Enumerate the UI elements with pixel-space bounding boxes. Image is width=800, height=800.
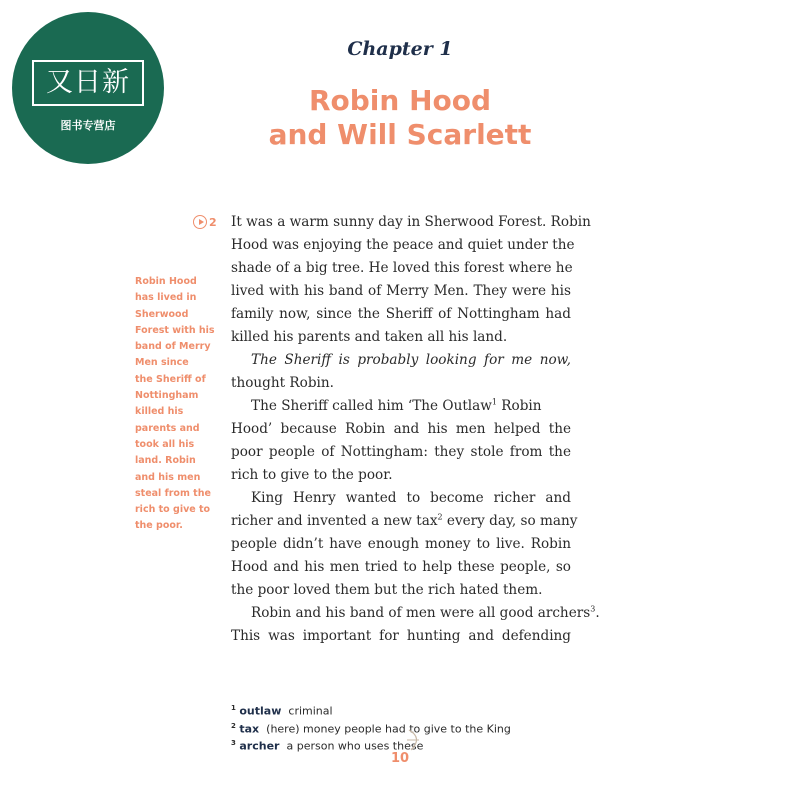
text-run: Robin and his band of men were all good archers <box>251 605 591 621</box>
story-text <box>231 211 600 648</box>
text-line: the poor loved them but the rich hated them. <box>231 582 543 598</box>
audio-track-number: 2 <box>209 215 217 229</box>
footnote-definition: criminal <box>288 704 333 718</box>
footnote-ref: 2 <box>437 512 443 522</box>
sidebar-line: band of Merry <box>135 341 211 353</box>
sidebar-line: Nottingham <box>135 390 199 402</box>
text-line <box>231 510 578 533</box>
footnote-number: 3 <box>231 739 236 748</box>
footnote-term: tax <box>239 722 260 736</box>
footnote-definition: a person who uses these <box>286 739 424 753</box>
footnote-ref: 1 <box>491 397 497 407</box>
footnote-ref: 3 <box>590 604 596 614</box>
store-logo-name: 又日新 <box>32 60 144 106</box>
sidebar-summary <box>135 274 215 535</box>
text-run: Robin <box>496 398 542 414</box>
footnote-number: 1 <box>231 704 236 712</box>
sidebar-line: killed his <box>135 406 184 418</box>
text-line: rich to give to the poor. <box>231 467 393 483</box>
audio-track-marker[interactable] <box>193 213 217 231</box>
sidebar-line: Men since <box>135 357 189 369</box>
text-line: shade of a big tree. He loved this forest where he <box>231 260 573 276</box>
text-line: poor people of Nottingham: they stole from the <box>231 444 571 460</box>
footnote-term: archer <box>239 739 280 753</box>
store-logo <box>12 12 164 164</box>
text-line: King Henry wanted to become richer and <box>251 490 571 506</box>
text-run: . <box>595 605 600 621</box>
sidebar-line: Forest with his <box>135 324 215 336</box>
chapter-title-line-1: Robin Hood <box>308 84 492 117</box>
footnote <box>231 719 571 737</box>
footnote <box>231 701 571 719</box>
sidebar-line: parents and <box>135 422 200 434</box>
play-icon <box>193 215 207 229</box>
text-line: thought Robin. <box>231 375 334 391</box>
sidebar-line: rich to give to <box>135 504 211 516</box>
sidebar-line: took all his <box>135 438 195 450</box>
text-line: lived with his band of Merry Men. They were his <box>231 283 571 299</box>
text-line: This was important for hunting and defending <box>231 628 571 644</box>
text-line: killed his parents and taken all his land. <box>231 329 508 345</box>
text-run: richer and invented a new tax <box>231 513 438 529</box>
text-line: Hood’ because Robin and his men helped the <box>231 421 571 437</box>
sidebar-line: the poor. <box>135 520 183 532</box>
bow-sketch-icon <box>403 728 427 752</box>
sidebar-line: and his men <box>135 471 201 483</box>
page-number: 10 <box>390 751 410 766</box>
sidebar-line: land. Robin <box>135 455 196 467</box>
text-line <box>231 395 571 418</box>
text-line <box>231 602 600 625</box>
text-run: The Sheriff called him ‘The Outlaw <box>251 398 492 414</box>
footnote-term: outlaw <box>239 704 282 718</box>
footnotes <box>231 701 571 754</box>
sidebar-line: Robin Hood <box>135 276 197 287</box>
footnote-number: 2 <box>231 721 236 730</box>
text-line: Hood was enjoying the peace and quiet under the <box>231 237 575 253</box>
chapter-title-line-2: and Will Scarlett <box>268 118 532 151</box>
text-line: Hood and his men tried to help these people, so <box>231 559 571 575</box>
sidebar-line: has lived in <box>135 292 197 304</box>
chapter-title <box>150 84 650 152</box>
text-run: every day, so many <box>442 513 578 529</box>
sidebar-line: Sherwood <box>135 308 189 320</box>
chapter-label: Chapter 1 <box>347 38 453 60</box>
footnote-definition: (here) money people had to give to the King <box>266 722 511 736</box>
text-line: family now, since the Sheriff of Nottingham had <box>231 306 571 322</box>
text-line-italic: The Sheriff is probably looking for me now, <box>251 352 571 368</box>
text-line: people didn’t have enough money to live. Robin <box>231 536 571 552</box>
sidebar-line: steal from the <box>135 487 211 499</box>
sidebar-line: the Sheriff of <box>135 373 206 385</box>
store-logo-subtitle: 图书专营店 <box>60 119 116 132</box>
text-line: It was a warm sunny day in Sherwood Forest. Robin <box>231 214 591 230</box>
